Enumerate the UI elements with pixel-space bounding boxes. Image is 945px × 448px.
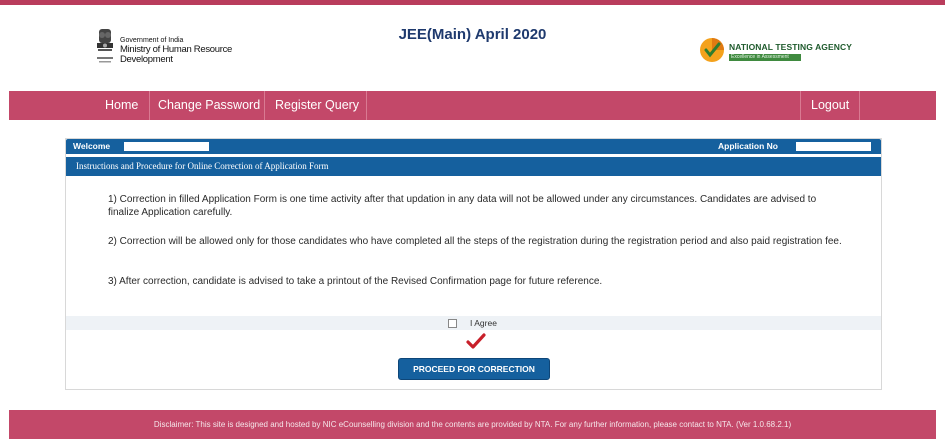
agree-row [66, 316, 881, 330]
application-no-value [796, 142, 871, 151]
nav-register-query[interactable]: Register Query [275, 98, 360, 112]
nav-divider [149, 91, 150, 120]
agency-name: NATIONAL TESTING AGENCY [729, 42, 853, 52]
instructions-header [66, 157, 881, 176]
goi-line2: Ministry of Human Resource Development [120, 43, 233, 66]
candidate-name-value [124, 142, 209, 151]
nta-logo [699, 37, 869, 67]
application-no-label: Application No [718, 141, 778, 151]
nav-home[interactable]: Home [105, 98, 139, 112]
instruction-item-2: 2) Correction will be allowed only for those candidates who have completed all the steps of the registration during the registration period and also paid registration fee. [108, 236, 842, 247]
nav-divider [366, 91, 367, 120]
agree-checkbox[interactable] [448, 319, 457, 328]
nav-divider [264, 91, 265, 120]
agree-label: I Agree [470, 318, 497, 328]
nav-divider [859, 91, 860, 120]
nav-change-password[interactable]: Change Password [158, 98, 261, 112]
correction-panel [65, 138, 882, 390]
goi-line1: Government of India [120, 37, 184, 44]
proceed-for-correction-button[interactable]: PROCEED FOR CORRECTION [398, 358, 550, 380]
welcome-bar [66, 139, 881, 154]
footer-disclaimer: Disclaimer: This site is designed and hosted by NIC eCounselling division and the contents are provided by NTA. For any further information, please contact to NTA. (Ver 1.0.68.2.1) [9, 410, 936, 439]
main-navbar [9, 91, 936, 120]
agency-tagline: Excellence in Assessment [729, 54, 801, 61]
instruction-item-3: 3) After correction, candidate is advised to take a printout of the Revised Confirmation page for future reference. [108, 276, 603, 287]
nav-divider [800, 91, 801, 120]
welcome-label: Welcome [73, 141, 111, 151]
nta-logo-icon [699, 37, 725, 63]
top-accent-line [0, 0, 945, 5]
instructions-title: Instructions and Procedure for Online Correction of Application Form [76, 161, 329, 171]
nav-logout[interactable]: Logout [811, 98, 850, 112]
page-title: JEE(Main) April 2020 [398, 26, 547, 43]
instruction-item-1: 1) Correction in filled Application Form is one time activity after that updation in any data will not be allowed under any circumstances. Candidates are advised to finalize Application carefully. [108, 194, 817, 218]
red-checkmark-icon [466, 333, 486, 349]
